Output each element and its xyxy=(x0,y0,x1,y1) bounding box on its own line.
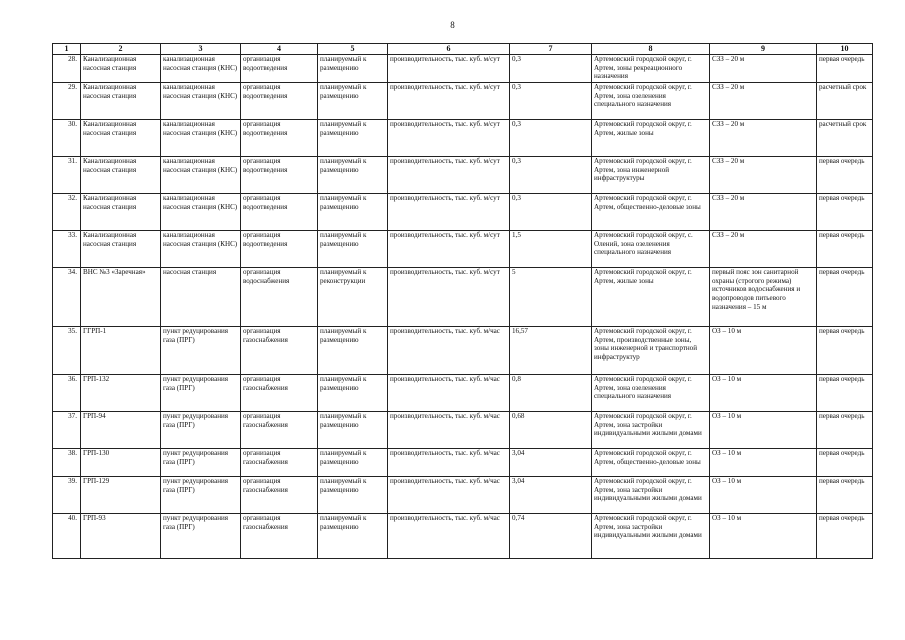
term-cell: первая очередь xyxy=(817,268,873,327)
parameter-cell: производительность, тыс. куб. м/час xyxy=(388,449,510,477)
location-cell: Артемовский городской округ, с. Олений, зона озеленения специального назначения xyxy=(592,231,710,268)
header-cell: 4 xyxy=(241,44,318,55)
parameter-cell: производительность, тыс. куб. м/сут xyxy=(388,194,510,231)
object-name-cell: Канализационная насосная станция xyxy=(81,83,161,120)
zone-cell: СЗЗ – 20 м xyxy=(710,157,817,194)
table-row xyxy=(53,83,873,120)
purpose-cell: организация газоснабжения xyxy=(241,449,318,477)
term-cell: первая очередь xyxy=(817,231,873,268)
object-type-cell: пункт редуцирования газа (ПРГ) xyxy=(161,514,241,559)
table-row xyxy=(53,194,873,231)
purpose-cell: организация водоотведения xyxy=(241,120,318,157)
value-cell: 5 xyxy=(510,268,592,327)
object-name-cell: ГРП-130 xyxy=(81,449,161,477)
purpose-cell: организация газоснабжения xyxy=(241,412,318,449)
zone-cell: ОЗ – 10 м xyxy=(710,327,817,375)
row-number-cell: 37. xyxy=(53,412,81,449)
row-number-cell: 36. xyxy=(53,375,81,412)
object-type-cell: канализационная насосная станция (КНС) xyxy=(161,194,241,231)
object-type-cell: пункт редуцирования газа (ПРГ) xyxy=(161,477,241,514)
object-name-cell: ГГРП-1 xyxy=(81,327,161,375)
row-number-cell: 34. xyxy=(53,268,81,327)
row-number-cell: 29. xyxy=(53,83,81,120)
term-cell: первая очередь xyxy=(817,477,873,514)
row-number-cell: 38. xyxy=(53,449,81,477)
zone-cell: ОЗ – 10 м xyxy=(710,477,817,514)
table-row xyxy=(53,268,873,327)
value-cell: 0,68 xyxy=(510,412,592,449)
status-cell: планируемый к реконструкции xyxy=(318,268,388,327)
term-cell: первая очередь xyxy=(817,327,873,375)
purpose-cell: организация газоснабжения xyxy=(241,514,318,559)
purpose-cell: организация газоснабжения xyxy=(241,477,318,514)
object-type-cell: канализационная насосная станция (КНС) xyxy=(161,231,241,268)
location-cell: Артемовский городской округ, г. Артем, зона озеленения специального назначения xyxy=(592,83,710,120)
row-number-cell: 35. xyxy=(53,327,81,375)
object-name-cell: ВНС №3 «Заречная» xyxy=(81,268,161,327)
location-cell: Артемовский городской округ, г. Артем, общественно-деловые зоны xyxy=(592,449,710,477)
table-row xyxy=(53,375,873,412)
purpose-cell: организация газоснабжения xyxy=(241,327,318,375)
row-number-cell: 28. xyxy=(53,55,81,83)
zone-cell: СЗЗ – 20 м xyxy=(710,120,817,157)
zone-cell: ОЗ – 10 м xyxy=(710,412,817,449)
status-cell: планируемый к размещению xyxy=(318,514,388,559)
table-row xyxy=(53,449,873,477)
zone-cell: СЗЗ – 20 м xyxy=(710,55,817,83)
location-cell: Артемовский городской округ, г. Артем, производственные зоны, зоны инженерной и транспортной инфраструктур xyxy=(592,327,710,375)
header-cell: 1 xyxy=(53,44,81,55)
table-row xyxy=(53,55,873,83)
object-name-cell: ГРП-132 xyxy=(81,375,161,412)
zone-cell: СЗЗ – 20 м xyxy=(710,231,817,268)
row-number-cell: 33. xyxy=(53,231,81,268)
term-cell: первая очередь xyxy=(817,514,873,559)
row-number-cell: 39. xyxy=(53,477,81,514)
object-type-cell: насосная станция xyxy=(161,268,241,327)
table-row xyxy=(53,477,873,514)
parameter-cell: производительность, тыс. куб. м/час xyxy=(388,514,510,559)
object-type-cell: пункт редуцирования газа (ПРГ) xyxy=(161,327,241,375)
row-number-cell: 30. xyxy=(53,120,81,157)
status-cell: планируемый к размещению xyxy=(318,83,388,120)
parameter-cell: производительность, тыс. куб. м/час xyxy=(388,477,510,514)
object-type-cell: канализационная насосная станция (КНС) xyxy=(161,55,241,83)
location-cell: Артемовский городской округ, г. Артем, общественно-деловые зоны xyxy=(592,194,710,231)
objects-table xyxy=(52,43,873,559)
location-cell: Артемовский городской округ, г. Артем, жилые зоны xyxy=(592,120,710,157)
header-cell: 2 xyxy=(81,44,161,55)
table-row xyxy=(53,514,873,559)
value-cell: 1,5 xyxy=(510,231,592,268)
purpose-cell: организация водоотведения xyxy=(241,231,318,268)
purpose-cell: организация водоотведения xyxy=(241,194,318,231)
purpose-cell: организация водоснабжения xyxy=(241,268,318,327)
object-name-cell: Канализационная насосная станция xyxy=(81,120,161,157)
status-cell: планируемый к размещению xyxy=(318,55,388,83)
status-cell: планируемый к размещению xyxy=(318,477,388,514)
header-cell: 10 xyxy=(817,44,873,55)
header-cell: 5 xyxy=(318,44,388,55)
purpose-cell: организация водоотведения xyxy=(241,83,318,120)
object-name-cell: ГРП-93 xyxy=(81,514,161,559)
object-name-cell: ГРП-94 xyxy=(81,412,161,449)
location-cell: Артемовский городской округ, г. Артем, зона застройки индивидуальными жилыми домами xyxy=(592,477,710,514)
object-type-cell: канализационная насосная станция (КНС) xyxy=(161,157,241,194)
status-cell: планируемый к размещению xyxy=(318,449,388,477)
value-cell: 0,3 xyxy=(510,120,592,157)
object-name-cell: Канализационная насосная станция xyxy=(81,55,161,83)
zone-cell: СЗЗ – 20 м xyxy=(710,194,817,231)
zone-cell: ОЗ – 10 м xyxy=(710,449,817,477)
value-cell: 3,04 xyxy=(510,477,592,514)
parameter-cell: производительность, тыс. куб. м/сут xyxy=(388,55,510,83)
location-cell: Артемовский городской округ, г. Артем, зона застройки индивидуальными жилыми домами xyxy=(592,412,710,449)
location-cell: Артемовский городской округ, г. Артем, жилые зоны xyxy=(592,268,710,327)
header-cell: 3 xyxy=(161,44,241,55)
value-cell: 0,3 xyxy=(510,194,592,231)
location-cell: Артемовский городской округ, г. Артем, зона озеленения специального назначения xyxy=(592,375,710,412)
term-cell: первая очередь xyxy=(817,157,873,194)
object-name-cell: Канализационная насосная станция xyxy=(81,194,161,231)
object-type-cell: пункт редуцирования газа (ПРГ) xyxy=(161,449,241,477)
status-cell: планируемый к размещению xyxy=(318,157,388,194)
header-row xyxy=(53,44,873,55)
table-row xyxy=(53,412,873,449)
parameter-cell: производительность, тыс. куб. м/сут xyxy=(388,83,510,120)
header-cell: 8 xyxy=(592,44,710,55)
zone-cell: СЗЗ – 20 м xyxy=(710,83,817,120)
value-cell: 0,3 xyxy=(510,83,592,120)
value-cell: 3,04 xyxy=(510,449,592,477)
term-cell: первая очередь xyxy=(817,375,873,412)
term-cell: первая очередь xyxy=(817,55,873,83)
table-row xyxy=(53,231,873,268)
term-cell: расчетный срок xyxy=(817,83,873,120)
location-cell: Артемовский городской округ, г. Артем, зона застройки индивидуальными жилыми домами xyxy=(592,514,710,559)
purpose-cell: организация водоотведения xyxy=(241,55,318,83)
status-cell: планируемый к размещению xyxy=(318,120,388,157)
parameter-cell: производительность, тыс. куб. м/сут xyxy=(388,120,510,157)
location-cell: Артемовский городской округ, г. Артем, зона инженерной инфраструктуры xyxy=(592,157,710,194)
zone-cell: ОЗ – 10 м xyxy=(710,514,817,559)
object-name-cell: Канализационная насосная станция xyxy=(81,157,161,194)
zone-cell: первый пояс зон санитарной охраны (строгого режима) источников водоснабжения и водопроводов питьевого назначения – 15 м xyxy=(710,268,817,327)
term-cell: первая очередь xyxy=(817,449,873,477)
parameter-cell: производительность, тыс. куб. м/сут xyxy=(388,231,510,268)
object-name-cell: ГРП-129 xyxy=(81,477,161,514)
parameter-cell: производительность, тыс. куб. м/час xyxy=(388,375,510,412)
term-cell: расчетный срок xyxy=(817,120,873,157)
parameter-cell: производительность, тыс. куб. м/сут xyxy=(388,157,510,194)
object-type-cell: канализационная насосная станция (КНС) xyxy=(161,120,241,157)
page-number: 8 xyxy=(450,20,455,30)
object-name-cell: Канализационная насосная станция xyxy=(81,231,161,268)
value-cell: 0,3 xyxy=(510,157,592,194)
row-number-cell: 32. xyxy=(53,194,81,231)
row-number-cell: 31. xyxy=(53,157,81,194)
status-cell: планируемый к размещению xyxy=(318,412,388,449)
status-cell: планируемый к размещению xyxy=(318,231,388,268)
location-cell: Артемовский городской округ, г. Артем, зоны рекреационного назначения xyxy=(592,55,710,83)
table-row xyxy=(53,327,873,375)
purpose-cell: организация газоснабжения xyxy=(241,375,318,412)
value-cell: 0,3 xyxy=(510,55,592,83)
status-cell: планируемый к размещению xyxy=(318,375,388,412)
term-cell: первая очередь xyxy=(817,412,873,449)
status-cell: планируемый к размещению xyxy=(318,327,388,375)
value-cell: 16,57 xyxy=(510,327,592,375)
row-number-cell: 40. xyxy=(53,514,81,559)
parameter-cell: производительность, тыс. куб. м/час xyxy=(388,412,510,449)
parameter-cell: производительность, тыс. куб. м/час xyxy=(388,327,510,375)
term-cell: первая очередь xyxy=(817,194,873,231)
object-type-cell: пункт редуцирования газа (ПРГ) xyxy=(161,375,241,412)
object-type-cell: пункт редуцирования газа (ПРГ) xyxy=(161,412,241,449)
zone-cell: ОЗ – 10 м xyxy=(710,375,817,412)
table-row xyxy=(53,157,873,194)
value-cell: 0,8 xyxy=(510,375,592,412)
parameter-cell: производительность, тыс. куб. м/сут xyxy=(388,268,510,327)
status-cell: планируемый к размещению xyxy=(318,194,388,231)
value-cell: 0,74 xyxy=(510,514,592,559)
header-cell: 9 xyxy=(710,44,817,55)
header-cell: 7 xyxy=(510,44,592,55)
purpose-cell: организация водоотведения xyxy=(241,157,318,194)
header-cell: 6 xyxy=(388,44,510,55)
table-row xyxy=(53,120,873,157)
object-type-cell: канализационная насосная станция (КНС) xyxy=(161,83,241,120)
